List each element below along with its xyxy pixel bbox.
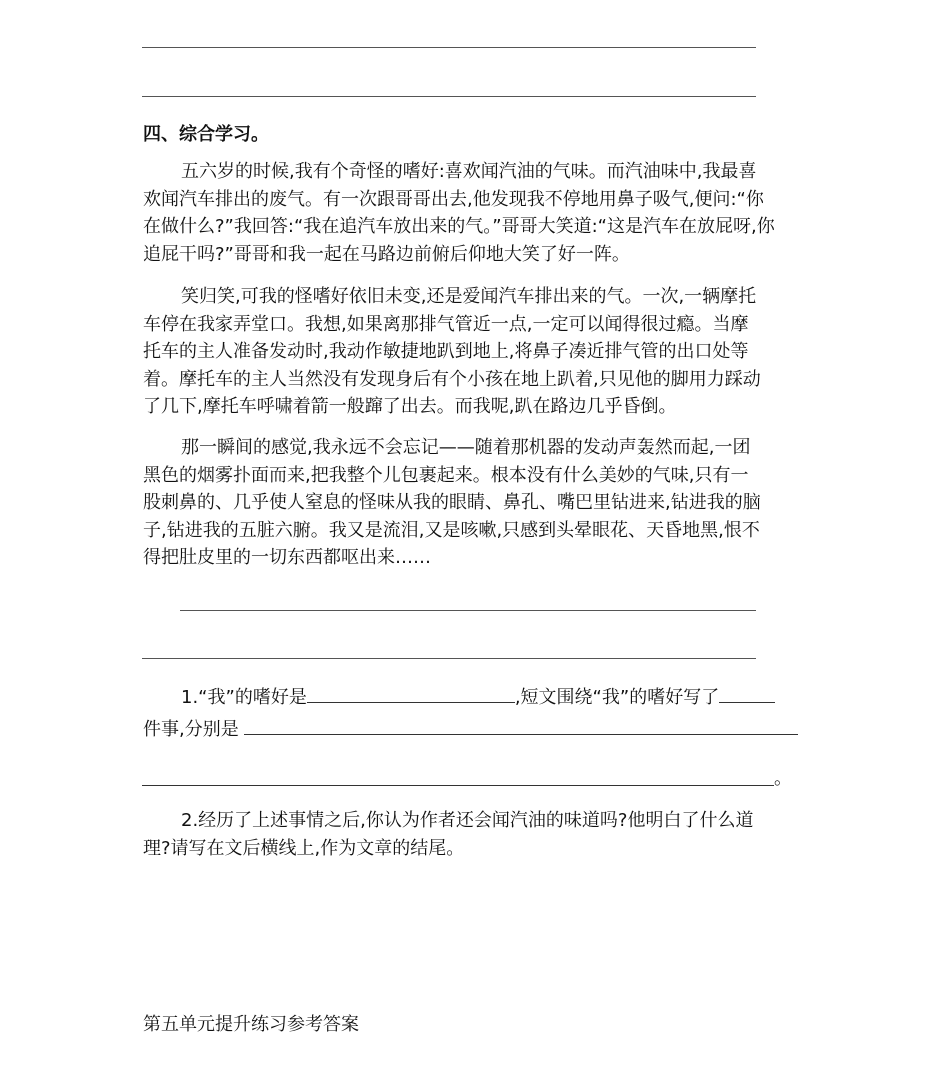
paragraph-2 (143, 283, 761, 421)
text-line: 子,钻进我的五脏六腑。我又是流泪,又是咳嗽,只感到头晕眼花、天昏地黑,恨不 (143, 519, 760, 541)
answer-line (180, 610, 756, 611)
q1-events-blank-line2[interactable] (142, 785, 774, 786)
answer-line (142, 658, 756, 659)
question-1 (143, 684, 798, 743)
q1-text: 1.“我”的嗜好是 (181, 687, 307, 708)
text-line: 追屁干吗?”哥哥和我一起在马路边前俯后仰地大笑了好一阵。 (143, 243, 630, 265)
paragraph-3 (143, 434, 761, 572)
text-line: 得把肚皮里的一切东西都呕出来…… (143, 547, 431, 568)
text-line: 五六岁的时候,我有个奇怪的嗜好:喜欢闻汽油的气味。而汽油味中,我最喜 (181, 161, 757, 182)
text-line: 黑色的烟雾扑面而来,把我整个儿包裹起来。根本没有什么美妙的气味,只有一 (143, 464, 749, 486)
text-line: 欢闻汽车排出的废气。有一次跟哥哥出去,他发现我不停地用鼻子吸气,便问:“你 (143, 188, 764, 210)
text-line: 笑归笑,可我的怪嗜好依旧未变,还是爱闻汽车排出来的气。一次,一辆摩托 (181, 286, 757, 307)
answer-line (142, 47, 756, 48)
paragraph-1 (143, 158, 775, 268)
q1-events-blank[interactable] (244, 716, 798, 735)
text-line: 理?请写在文后横线上,作为文章的结尾。 (143, 837, 465, 859)
answer-key-heading: 第五单元提升练习参考答案 (143, 1014, 359, 1035)
q1-hobby-blank[interactable] (307, 684, 515, 703)
q1-count-blank[interactable] (719, 684, 775, 703)
text-line: 着。摩托车的主人当然没有发现身后有个小孩在地上趴着,只见他的脚用力踩动 (143, 368, 761, 390)
text-line: 2.经历了上述事情之后,你认为作者还会闻汽油的味道吗?他明白了什么道 (181, 810, 754, 831)
text-line: 股刺鼻的、几乎使人窒息的怪味从我的眼睛、鼻孔、嘴巴里钻进来,钻进我的脑 (143, 492, 761, 513)
question-2 (143, 807, 753, 862)
q1-text: ,短文围绕“我”的嗜好写了 (514, 687, 720, 708)
answer-line (142, 96, 756, 97)
q1-end-mark: 。 (774, 768, 792, 789)
text-line: 了几下,摩托车呼啸着箭一般蹿了出去。而我呢,趴在路边几乎昏倒。 (143, 396, 677, 417)
q1-text: 件事,分别是 (143, 718, 239, 740)
text-line: 车停在我家弄堂口。我想,如果离那排气管近一点,一定可以闻得很过瘾。当摩 (143, 313, 749, 335)
section-heading: 四、综合学习。 (143, 124, 269, 145)
text-line: 那一瞬间的感觉,我永远不会忘记——随着那机器的发动声轰然而起,一团 (181, 437, 751, 458)
text-line: 在做什么?”我回答:“我在追汽车放出来的气。”哥哥大笑道:“这是汽车在放屁呀,你 (143, 216, 775, 237)
text-line: 托车的主人准备发动时,我动作敏捷地趴到地上,将鼻子凑近排气管的出口处等 (143, 341, 749, 362)
